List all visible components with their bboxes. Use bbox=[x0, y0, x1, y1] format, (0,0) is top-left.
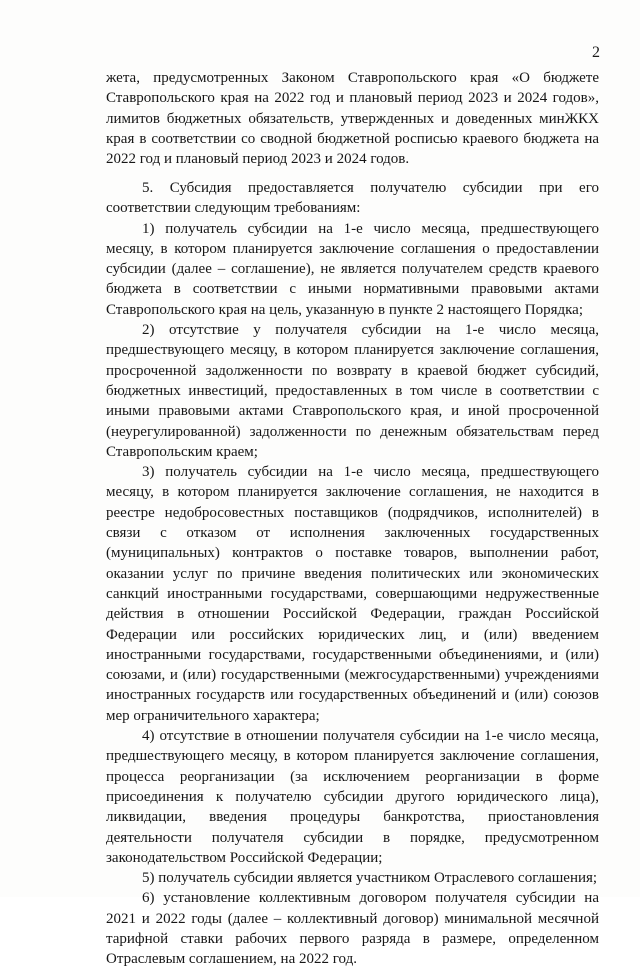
requirement-6: 6) установление коллективным договором получателя субсидии на 2021 и 2022 годы (далее – коллективный договор) минимальной месячной тарифной ставки рабочих первого разряда в размере, определенном Отраслевым соглашением, на 2022 год. bbox=[106, 890, 599, 968]
continuation-block bbox=[106, 68, 599, 169]
requirements-block bbox=[106, 178, 599, 970]
page-number: 2 bbox=[592, 44, 600, 61]
requirement-3: 3) получатель субсидии на 1-е число месяца, предшествующего месяцу, в котором планируется заключение соглашения, не находится в реестре недобросовестных поставщиков (подрядчиков, исполнителей) в связи с отказом от исполнения заключенных государственных (муниципальных) контрактов о поставке товаров, выполнении работ, оказании услуг по причине введения политических или экономических санкций иностранными государствами, совершающими недружественные действия в отношении Российской Федерации, граждан Российской Федерации или российских юридических лиц, и (или) введением иностранными государствами, государственными объединениями, и (или) союзами, и (или) государственными (межгосударственными) учреждениями иностранных государств или государственных объединений и (или) союзов мер ограничительного характера; bbox=[106, 464, 599, 724]
requirement-5: 5) получатель субсидии является участником Отраслевого соглашения; bbox=[142, 870, 598, 887]
requirement-4: 4) отсутствие в отношении получателя субсидии на 1-е число месяца, предшествующего месяцу, в котором планируется заключение соглашения, процесса реорганизации (за исключением реорганизации в форме присоединения к получателю субсидии другого юридического лица), ликвидации, введения процедуры банкротства, приостановления деятельности получателя субсидии в порядке, предусмотренном законодательством Российской Федерации; bbox=[106, 728, 599, 866]
paragraph-5-intro: 5. Субсидия предоставляется получателю субсидии при его соответствии следующим требованиям: bbox=[106, 180, 599, 217]
continuation-paragraph: жета, предусмотренных Законом Ставропольского края «О бюджете Ставропольского края на 2022 год и плановый период 2023 и 2024 годов», лимитов бюджетных обязательств, утвержденных и доведенных минЖКХ края в соответствии со сводной бюджетной росписью краевого бюджета на 2022 год и плановый период 2023 и 2024 годов. bbox=[106, 70, 599, 168]
requirement-1: 1) получатель субсидии на 1-е число месяца, предшествующего месяцу, в котором планируется заключение соглашения о предоставлении субсидии (далее – соглашение), не является получателем средств краевого бюджета в соответствии с иными нормативными правовыми актами Ставропольского края на цель, указанную в пункте 2 настоящего Порядка; bbox=[106, 220, 599, 318]
requirement-2: 2) отсутствие у получателя субсидии на 1-е число месяца, предшествующего месяцу, в котором планируется заключение соглашения, просроченной задолженности по возврату в краевой бюджет субсидий, бюджетных инвестиций, предоставленных в том числе в соответствии с иными правовыми актами Ставропольского края, и иной просроченной (неурегулированной) задолженности по денежным обязательствам перед Ставропольским краем; bbox=[106, 322, 599, 460]
